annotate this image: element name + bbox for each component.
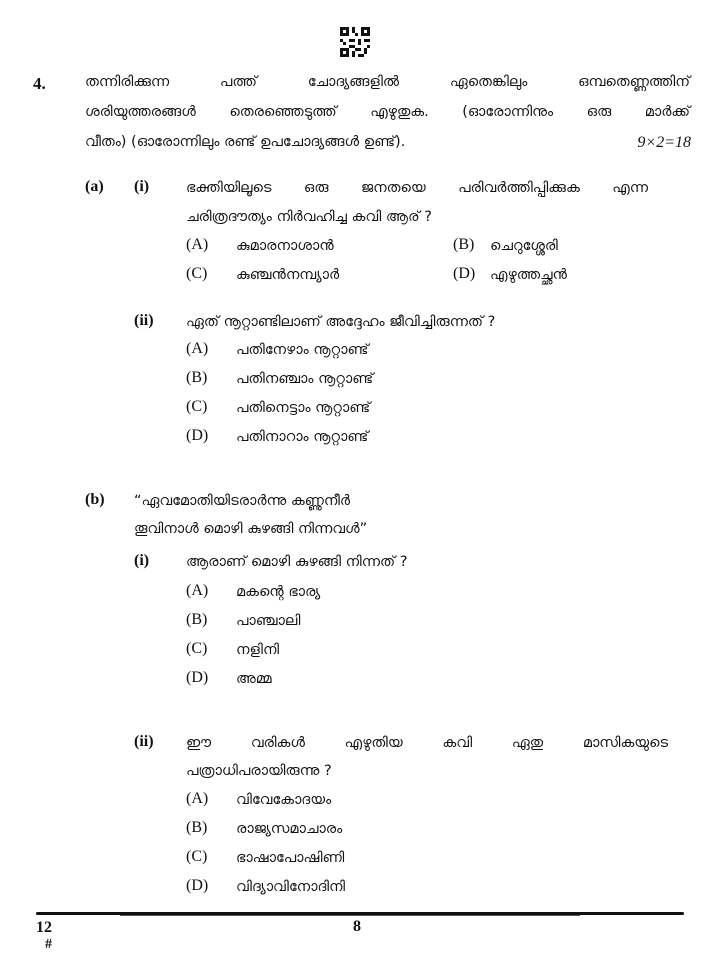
option-text: നളിനി bbox=[236, 642, 279, 658]
part-a-ii-question: ഏത് നൂറ്റാണ്ടിലാണ് അദ്ദേഹം ജീവിച്ചിരുന്നത് ? bbox=[186, 314, 496, 330]
option-text: എഴുത്തച്ഛൻ bbox=[490, 267, 567, 283]
option-label: (B) bbox=[186, 611, 208, 628]
option-text: മകന്റെ ഭാര്യ bbox=[236, 584, 321, 600]
option-label: (B) bbox=[186, 819, 208, 836]
part-b-i-label: (i) bbox=[134, 552, 150, 569]
qr-code-icon bbox=[340, 27, 370, 57]
option-text: വിദ്യാവിനോദിനി bbox=[236, 879, 346, 895]
option-text: രാജ്യസമാചാരം bbox=[236, 821, 343, 837]
quote-line-1: “ഏവമോതിയിടരാർന്നു കണ്ണുനീർ bbox=[134, 493, 351, 509]
page-number: 8 bbox=[353, 918, 361, 935]
option-label: (D) bbox=[186, 669, 209, 686]
option-text: ചെറുശ്ശേരി bbox=[490, 238, 558, 254]
footer-hash: # bbox=[45, 937, 52, 952]
part-a-i-question-line-1: ഭക്തിയിലൂടെ ഒരു ജനതയെ പരിവർത്തിപ്പിക്കുക എന്ന bbox=[186, 180, 648, 196]
option-label: (D) bbox=[453, 265, 476, 282]
quote-line-2: തൂവിനാൾ മൊഴി കുഴങ്ങി നിന്നവൾ” bbox=[134, 521, 368, 537]
option-label: (C) bbox=[186, 265, 208, 282]
option-text: അമ്മ bbox=[236, 671, 272, 687]
option-label: (D) bbox=[186, 427, 209, 444]
option-text: പതിനെട്ടാം നൂറ്റാണ്ട് bbox=[236, 400, 371, 416]
option-text: പതിനേഴാം നൂറ്റാണ്ട് bbox=[236, 342, 369, 358]
option-text: പതിനാറാം നൂറ്റാണ്ട് bbox=[236, 429, 369, 445]
part-b-ii-question-line-1: ഈ വരികൾ എഴുതിയ കവി ഏതു മാസികയുടെ bbox=[186, 735, 668, 751]
part-a-i-question-line-2: ചരിത്രദൗത്യം നിർവഹിച്ച കവി ആര് ? bbox=[186, 209, 432, 225]
option-label: (A) bbox=[186, 582, 209, 599]
option-label: (C) bbox=[186, 848, 208, 865]
option-label: (B) bbox=[186, 369, 208, 386]
part-b-ii-question-line-2: പത്രാധിപരായിരുന്നു ? bbox=[186, 763, 332, 779]
option-label: (A) bbox=[186, 340, 209, 357]
option-text: കുമാരനാശാൻ bbox=[236, 238, 334, 254]
option-label: (D) bbox=[186, 877, 209, 894]
instruction-line-2: ശരിയുത്തരങ്ങൾ തെരഞ്ഞെടുത്ത് എഴുതുക. (ഓരോന്നിനും ഒരു മാർക്ക് bbox=[85, 104, 690, 120]
part-b-i-question: ആരാണ് മൊഴി കുഴങ്ങി നിന്നത് ? bbox=[186, 554, 408, 570]
option-text: കുഞ്ചൻനമ്പ്യാർ bbox=[236, 267, 340, 283]
option-label: (C) bbox=[186, 640, 208, 657]
option-text: ഭാഷാപോഷിണി bbox=[236, 850, 345, 866]
option-label: (A) bbox=[186, 790, 209, 807]
part-a-i-label: (i) bbox=[134, 178, 150, 195]
part-a-ii-label: (ii) bbox=[134, 312, 154, 329]
option-label: (A) bbox=[186, 236, 209, 253]
option-label: (B) bbox=[453, 236, 475, 253]
marks-allocation: 9×2=18 bbox=[637, 134, 691, 151]
option-text: പാഞ്ചാലി bbox=[236, 613, 301, 629]
option-text: വിവേകോദയം bbox=[236, 792, 332, 808]
instruction-line-3: വീതം) (ഓരോന്നിലും രണ്ട് ഉപചോദ്യങ്ങൾ ഉണ്ട്). bbox=[85, 134, 406, 150]
option-text: പതിനഞ്ചാം നൂറ്റാണ്ട് bbox=[236, 371, 374, 387]
paper-code: 12 bbox=[36, 919, 52, 936]
option-label: (C) bbox=[186, 398, 208, 415]
part-b-ii-label: (ii) bbox=[134, 733, 154, 750]
footer-divider-shadow bbox=[120, 915, 580, 916]
question-number: 4. bbox=[33, 74, 46, 93]
instruction-line-1: തന്നിരിക്കുന്ന പത്ത് ചോദ്യങ്ങളിൽ ഏതെങ്കിലും ഒമ്പതെണ്ണത്തിന് bbox=[85, 74, 690, 90]
part-a-label: (a) bbox=[85, 178, 104, 195]
part-b-label: (b) bbox=[85, 491, 105, 508]
